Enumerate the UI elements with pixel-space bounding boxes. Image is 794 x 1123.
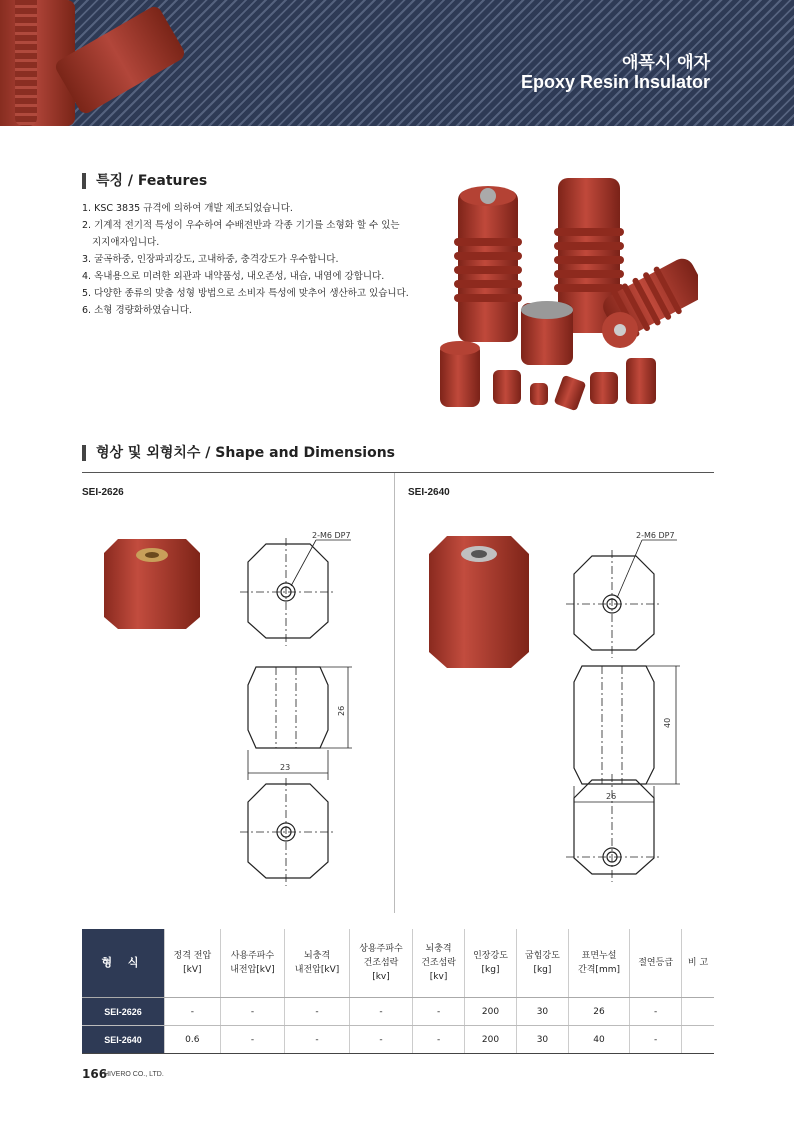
sei-2626-photo <box>98 535 206 631</box>
table-cell: - <box>285 1026 350 1054</box>
model-label-right: SEI-2640 <box>408 487 450 498</box>
spec-table <box>82 929 714 1054</box>
header-cell: 굽힘강도 [kg] <box>516 929 568 998</box>
table-cell: - <box>285 998 350 1026</box>
sei-2626-drawing <box>236 530 366 890</box>
banner-product-photo <box>0 0 190 126</box>
divider <box>82 472 714 473</box>
table-header-row <box>82 929 714 998</box>
header-cell: 정격 전압 [kV] <box>165 929 221 998</box>
header-banner <box>0 0 794 126</box>
table-cell: - <box>413 998 465 1026</box>
company-name: HIVERO CO., LTD. <box>104 1071 164 1078</box>
features-heading: 특징 / Features <box>82 173 207 189</box>
sei-2640-photo <box>425 532 533 672</box>
table-cell: - <box>630 998 682 1026</box>
thread-spec-right: 2-M6 DP7 <box>636 531 675 540</box>
height-dim-left: 26 <box>337 705 346 716</box>
header-cell: 인장강도 [kg] <box>465 929 517 998</box>
header-cell: 비 고 <box>682 929 714 998</box>
header-cell: 절연등급 <box>630 929 682 998</box>
table-cell: - <box>220 998 285 1026</box>
table-cell: - <box>349 998 412 1026</box>
table-cell: 200 <box>465 1026 517 1054</box>
thread-spec-left: 2-M6 DP7 <box>312 531 351 540</box>
feature-item: 1. KSC 3835 규격에 의하여 개발 제조되었습니다. <box>82 203 293 214</box>
table-cell: SEI-2626 <box>82 998 165 1026</box>
header-cell: 표면누설 간격[mm] <box>568 929 629 998</box>
table-cell: - <box>165 998 221 1026</box>
table-cell <box>682 998 714 1026</box>
table-cell <box>682 1026 714 1054</box>
table-cell: - <box>413 1026 465 1054</box>
table-cell: SEI-2640 <box>82 1026 165 1054</box>
feature-item: 지지애자입니다. <box>92 237 160 248</box>
table-row <box>82 1026 714 1054</box>
product-group-photo <box>438 168 698 413</box>
width-dim-left: 23 <box>280 763 291 772</box>
table-cell: - <box>220 1026 285 1054</box>
table-row <box>82 998 714 1026</box>
table-cell: - <box>349 1026 412 1054</box>
sei-2640-drawing <box>562 530 692 900</box>
page-title-english: Epoxy Resin Insulator <box>520 72 710 92</box>
table-cell: 0.6 <box>165 1026 221 1054</box>
table-cell: 30 <box>516 998 568 1026</box>
features-list <box>82 200 432 319</box>
column-divider <box>394 473 395 913</box>
feature-item: 5. 다양한 종류의 맞춤 성형 방법으로 소비자 특성에 맞추어 생산하고 있습니다. <box>82 288 409 299</box>
header-cell: 뇌충격 내전압[kV] <box>285 929 350 998</box>
page-title-korean: 애폭시 애자 <box>621 53 710 73</box>
height-dim-right: 40 <box>663 717 672 728</box>
header-cell: 상용주파수 건조섬락 [kv] <box>349 929 412 998</box>
width-dim-right: 26 <box>606 792 617 801</box>
header-cell: 뇌충격 건조섬락 [kv] <box>413 929 465 998</box>
table-cell: 26 <box>568 998 629 1026</box>
feature-item: 2. 기계적 전기적 특성이 우수하여 수배전반과 각종 기기를 소형화 할 수 있는 <box>82 220 400 231</box>
feature-item: 4. 옥내용으로 미려한 외관과 내약품성, 내오존성, 내습, 내염에 강합니다. <box>82 271 385 282</box>
shape-heading: 형상 및 외형치수 / Shape and Dimensions <box>82 445 395 461</box>
header-cell: 형 식 <box>82 929 165 998</box>
table-cell: 200 <box>465 998 517 1026</box>
feature-item: 6. 소형 경량화하였습니다. <box>82 305 192 316</box>
model-label-left: SEI-2626 <box>82 487 124 498</box>
table-cell: 30 <box>516 1026 568 1054</box>
header-cell: 사용주파수 내전압[kV] <box>220 929 285 998</box>
feature-item: 3. 굴곡하중, 인장파괴강도, 고내하중, 충격강도가 우수합니다. <box>82 254 339 265</box>
table-cell: - <box>630 1026 682 1054</box>
page-number: 166 <box>82 1067 108 1081</box>
table-cell: 40 <box>568 1026 629 1054</box>
